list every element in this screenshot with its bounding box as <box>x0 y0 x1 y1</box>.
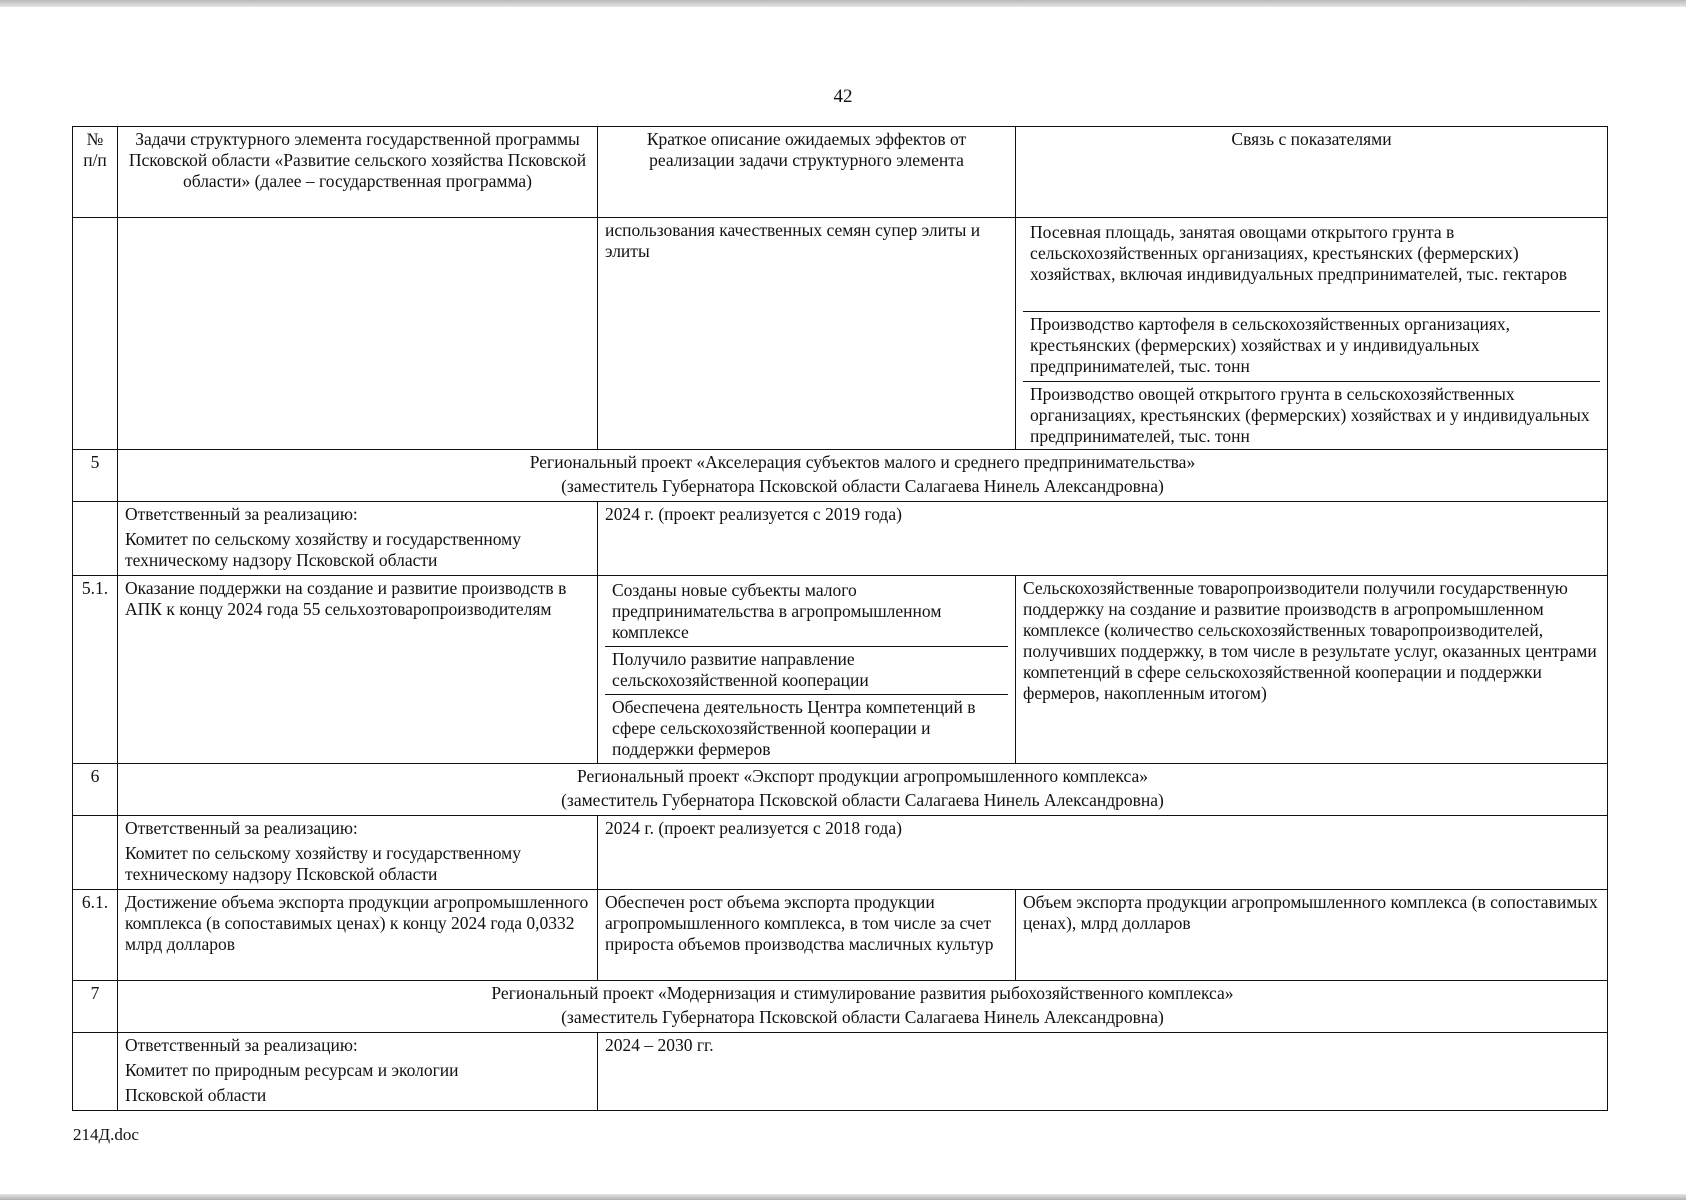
responsible-body: Комитет по природным ресурсам и экологии <box>125 1060 459 1080</box>
project-cell <box>118 450 1608 502</box>
project-row <box>73 981 1608 1033</box>
project-title: Региональный проект «Модернизация и стимулирование развития рыбохозяйственного комплекса» <box>491 983 1234 1003</box>
task-effects <box>598 576 1016 764</box>
task-relation: Объем экспорта продукции агропромышленного комплекса (в сопоставимых ценах), млрд долларов <box>1016 890 1608 981</box>
indicator-item: Производство овощей открытого грунта в сельскохозяйственных организациях, крестьянских (фермерских) хозяйствах и у индивидуальных предпринимателей, тыс. тонн <box>1023 381 1600 448</box>
effect-item: Получило развитие направление сельскохозяйственной кооперации <box>605 646 1008 694</box>
responsible-row <box>73 816 1608 890</box>
responsible-body: Комитет по сельскому хозяйству и государственному техническому надзору Псковской области <box>125 529 521 570</box>
task-number: 5.1. <box>73 576 118 764</box>
task-number: 6.1. <box>73 890 118 981</box>
project-number: 7 <box>73 981 118 1033</box>
scan-top-edge <box>0 0 1686 7</box>
cell-task-empty <box>118 218 598 450</box>
task-text: Оказание поддержки на создание и развитие производств в АПК к концу 2024 года 55 сельхозтоваропроизводителям <box>118 576 598 764</box>
page-number: 42 <box>833 86 853 107</box>
header-task: Задачи структурного элемента государственной программы Псковской области «Развитие сельского хозяйства Псковской области» (далее – государственная программа) <box>118 127 598 218</box>
effect-item: Обеспечена деятельность Центра компетенций в сфере сельскохозяйственной кооперации и поддержки фермеров <box>605 694 1008 761</box>
project-curator: (заместитель Губернатора Псковской области Салагаева Нинель Александровна) <box>561 476 1164 496</box>
responsible-label: Ответственный за реализацию: <box>125 504 358 524</box>
indicator-item: Производство картофеля в сельскохозяйственных организациях, крестьянских (фермерских) хозяйствах и у индивидуальных предпринимателей, тыс. тонн <box>1023 311 1600 381</box>
cell-num-empty <box>73 816 118 890</box>
responsible-label: Ответственный за реализацию: <box>125 818 358 838</box>
project-cell <box>118 764 1608 816</box>
cell-num-empty <box>73 1033 118 1111</box>
scan-bottom-edge <box>0 1194 1686 1200</box>
task-row <box>73 890 1608 981</box>
task-effect: Обеспечен рост объема экспорта продукции агропромышленного комплекса, в том числе за счет прироста объемов производства масличных культур <box>598 890 1016 981</box>
cell-effect: использования качественных семян супер элиты и элиты <box>598 218 1016 450</box>
project-cell <box>118 981 1608 1033</box>
task-relation: Сельскохозяйственные товаропроизводители получили государственную поддержку на создание и развитие производств в агропромышленном комплексе (количество сельскохозяйственных товаропроизводителей, получивших поддержку, в том числе в результате услуг, оказанных центрами компетенций в сфере сельскохозяйственной кооперации и поддержки фермеров, накопленным итогом) <box>1016 576 1608 764</box>
responsible-cell <box>118 1033 598 1111</box>
cell-num-empty <box>73 502 118 576</box>
document-code: 214Д.doc <box>73 1125 139 1144</box>
responsible-body: Комитет по сельскому хозяйству и государственному техническому надзору Псковской области <box>125 843 521 884</box>
effect-item: Созданы новые субъекты малого предпринимательства в агропромышленном комплексе <box>612 580 942 642</box>
project-period: 2024 г. (проект реализуется с 2018 года) <box>598 816 1608 890</box>
cell-indicators <box>1016 218 1608 450</box>
responsible-body: Псковской области <box>125 1085 267 1105</box>
project-title: Региональный проект «Акселерация субъектов малого и среднего предпринимательства» <box>529 452 1196 472</box>
responsible-cell <box>118 502 598 576</box>
header-relation: Связь с показателями <box>1016 127 1608 218</box>
program-table <box>72 126 1608 1111</box>
project-row <box>73 764 1608 816</box>
table-row-continuation <box>73 218 1608 450</box>
header-effect: Краткое описание ожидаемых эффектов от реализации задачи структурного элемента <box>598 127 1016 218</box>
header-num: № п/п <box>73 127 118 218</box>
responsible-row <box>73 502 1608 576</box>
project-period: 2024 г. (проект реализуется с 2019 года) <box>598 502 1608 576</box>
task-row <box>73 576 1608 764</box>
responsible-label: Ответственный за реализацию: <box>125 1035 358 1055</box>
task-text: Достижение объема экспорта продукции агропромышленного комплекса (в сопоставимых ценах) к концу 2024 года 0,0332 млрд долларов <box>118 890 598 981</box>
responsible-cell <box>118 816 598 890</box>
project-curator: (заместитель Губернатора Псковской области Салагаева Нинель Александровна) <box>561 790 1164 810</box>
project-number: 6 <box>73 764 118 816</box>
responsible-row <box>73 1033 1608 1111</box>
project-row <box>73 450 1608 502</box>
project-number: 5 <box>73 450 118 502</box>
table-header-row <box>73 127 1608 218</box>
cell-num-empty <box>73 218 118 450</box>
project-period: 2024 – 2030 гг. <box>598 1033 1608 1111</box>
indicator-item: Посевная площадь, занятая овощами открытого грунта в сельскохозяйственных организациях, крестьянских (фермерских) хозяйствах, включая индивидуальных предпринимателей, тыс. гектаров <box>1030 222 1568 284</box>
project-title: Региональный проект «Экспорт продукции агропромышленного комплекса» <box>576 766 1148 786</box>
project-curator: (заместитель Губернатора Псковской области Салагаева Нинель Александровна) <box>561 1007 1164 1027</box>
